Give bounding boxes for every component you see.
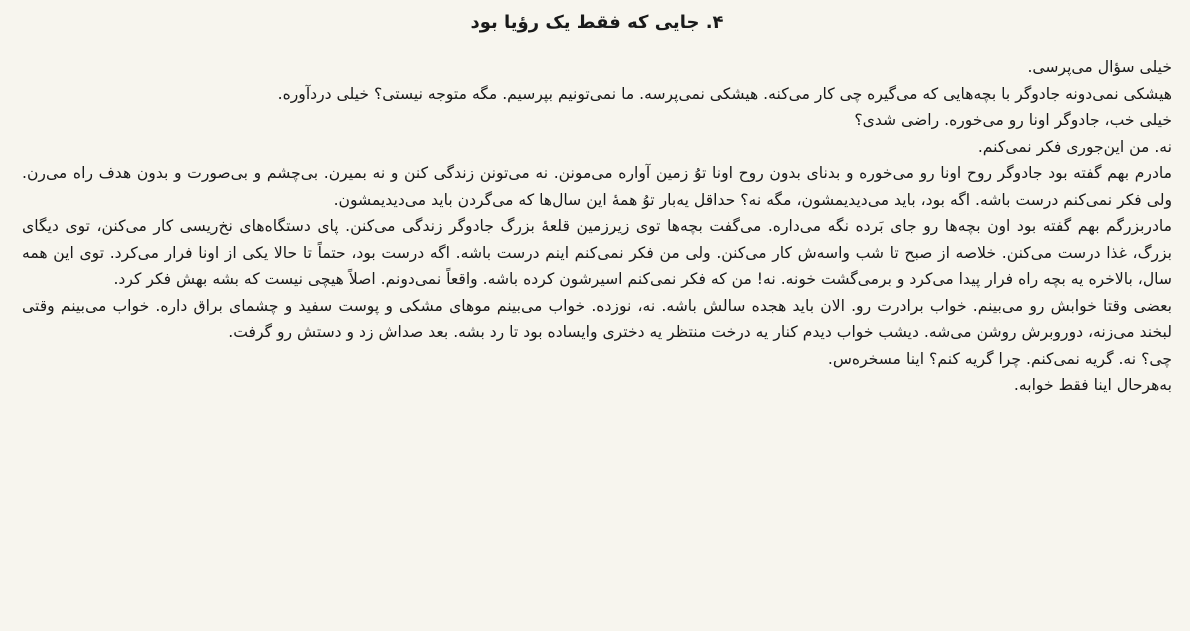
paragraph-9: به‌هرحال اینا فقط خوابه.: [1013, 376, 1172, 394]
chapter-body: [22, 54, 1172, 399]
paragraph-4: نه. من این‌جوری فکر نمی‌کنم.: [977, 137, 1172, 156]
paragraph-2: هیشکی نمی‌دونه جادوگر با بچه‌هایی که می‌گیره چی کار می‌کنه. هیشکی نمی‌پرسه. ما نمی‌تونیم بپرسیم. مگه متوجه نیستی؟ خیلی دردآوره.: [277, 84, 1172, 103]
paragraph-8: چی؟ نه. گریه نمی‌کنم. چرا گریه کنم؟ اینا مسخره‌س.: [827, 349, 1172, 368]
paragraph-3: خیلی خب، جادوگر اونا رو می‌خوره. راضی شدی؟: [854, 111, 1172, 129]
paragraph-5: مادرم بهم گفته بود جادوگر روح اونا رو می‌خوره و بدنای بدون روح اونا توُ زمین آواره می‌مونن. نه می‌تونن زندگی کنن و نه بمیرن. بی‌چشم و بی‌صورت و بدون هدف راه می‌رن. ولی فکر نمی‌کنم درست باشه. اگه بود، باید می‌دیدیمشون، مگه نه؟ حداقل یه‌بار توُ همهٔ این سال‌ها که می‌گردن باید می‌دیدیمشون.: [22, 164, 1172, 209]
paragraph-7: بعضی وقتا خوابش رو می‌بینم. خواب برادرت رو. الان باید هجده سالش باشه. نه، نوزده. خواب می‌بینم موهای مشکی و پوست سفید و چشمای براق داره. خواب می‌بینم وقتی لبخند می‌زنه، دوروبرش روشن می‌شه. دیشب خواب دیدم کنار یه درخت منتظر یه دختری وایساده بود تا رد بشه. بعد صداش زد و دستش رو گرفت.: [22, 296, 1172, 341]
paragraph-6: مادربزرگم بهم گفته بود اون بچه‌ها رو جای بَرده نگه می‌داره. می‌گفت بچه‌ها توی زیرزمین قلعهٔ بزرگ جادوگر زندگی می‌کنن. پای دستگاه‌های نخ‌ریسی کار می‌کنن، توی دیگای بزرگ، غذا درست می‌کنن. خلاصه از صبح تا شب واسه‌ش کار می‌کنن. ولی من فکر نمی‌کنم اینم درست باشه. اگه درست بود، حتماً تا حالا یکی از اونا فرار می‌کرد. توی این همه سال، بالاخره یه بچه راه فرار پیدا می‌کرد و برمی‌گشت خونه. نه! من که فکر نمی‌کنم اسیرشون کرده باشه. واقعاً نمی‌دونم. اصلاً هیچی نیست که بشه بهش فکر کرد.: [22, 217, 1172, 288]
paragraph-1: خیلی سؤال می‌پرسی.: [1027, 58, 1172, 76]
chapter-title: ۴. جایی که فقط یک رؤیا بود: [470, 12, 724, 33]
